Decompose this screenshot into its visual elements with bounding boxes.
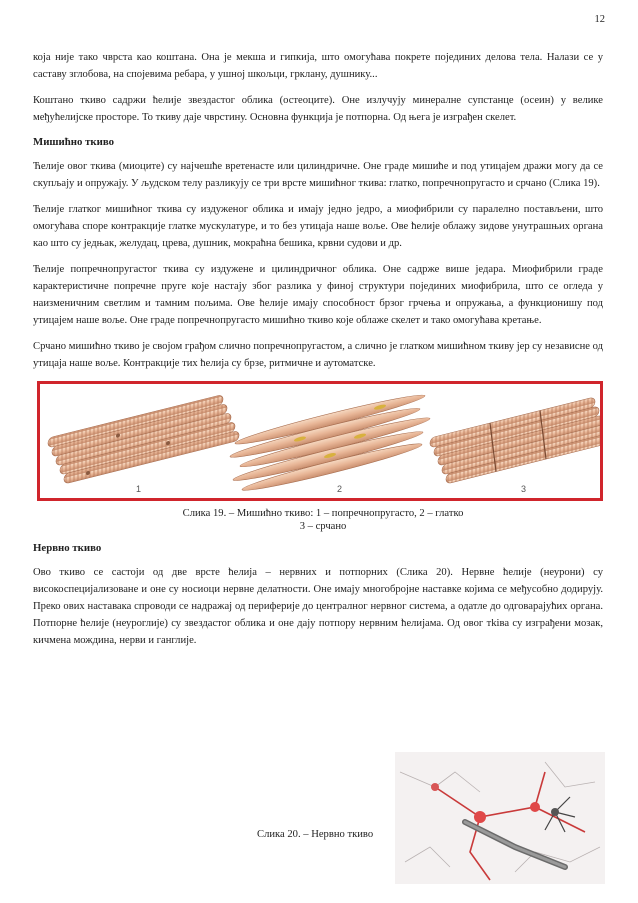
cardiac-muscle-drawing <box>430 394 600 488</box>
figure19-caption-line2: 3 – срчано <box>299 521 347 532</box>
smooth-muscle-drawing <box>230 389 430 498</box>
figure19-label-2: 2 <box>337 484 343 494</box>
paragraph-striated-muscle: Ћелије попречнопругастог ткива су издужене и цилиндричног облика. Оне садрже више једара. Миофибрили граде карактеристичне попречне пруге које настају због разлика у финој структури појединих миофибрила, што се огледа у наизменичним светлим и тамним пољима. Ове ћелије имају способност брзог грчења и опружања, а функционишу под утицајем наше воље. Оне граде попречнопругасто мишићно ткиво које облаже скелет и тако омогућава кретање. <box>33 264 603 326</box>
figure-muscle-tissue <box>37 381 603 501</box>
page-content <box>33 49 603 658</box>
paragraph-nerve-tissue: Ово ткиво се састоји од две врсте ћелија – нервних и потпорних (Слика 20). Нервне ћелије (неурони) су високоспецијализоване и оне су носиоци нервне делатности. Оне имају многобројне наставке којима се међусобно додирују. Преко ових наставака спроводи се надражај од периферије до централног нервног система, а одатле до одговарајућих органа. Потпорне ћелије (неуроглије) су звездастог облика и оне дају потпору нервним ћелијама. Од овог тkiва су изграђени мозак, кичмена мождина, нерви и ганглије. <box>33 567 603 646</box>
figure19-caption <box>33 507 603 533</box>
figure-nerve-tissue <box>395 752 605 884</box>
page-number: 12 <box>594 14 605 25</box>
heading-nerve-tissue: Нервно ткиво <box>33 542 102 554</box>
figure19-label-1: 1 <box>136 484 142 494</box>
figure20-caption: Слика 20. – Нервно ткиво <box>257 829 374 840</box>
heading-muscle-tissue: Мишићно ткиво <box>33 136 114 148</box>
figure19-label-3: 3 <box>521 484 527 494</box>
paragraph-bone: Коштано ткиво садржи ћелије звездастог облика (остеоците). Оне излучују минералне супстанце (осеин) у велике међућелијске просторе. То ткиву даје чврстину. Основна функција је потпорна. Од њега је изграђен скелет. <box>33 95 603 123</box>
muscle-tissue-illustration <box>40 384 600 498</box>
paragraph-smooth-muscle: Ћелије глатког мишићног ткива су издуженог облика и имају једно једро, а миофибрили су паралелно постављени, што омогућава споре контракције глатке мускулатуре, и то без утицаја наше воље. Ове ћелије облажу зидове унутрашњих органа као што су једњак, желудац, црева, душник, мокраћна бешика, крвни судови и др. <box>33 204 603 249</box>
paragraph-muscle-intro: Ћелије овог ткива (миоците) су најчешће вретенасте или цилиндричне. Оне граде мишиће и под утицајем дражи могу да се скупљају и опружају. У људском телу разликују се три врсте мишићног ткива: глатко, попречнопругасто и срчано (Слика 19). <box>33 161 603 189</box>
paragraph-cardiac-muscle: Срчано мишићно ткиво је својом грађом слично попречнопругастом, а слично је глатком мишићном ткиву јер су независне од утицаја наше воље. Контракције тих ћелија су брзе, ритмичне и аутоматске. <box>33 341 603 369</box>
nerve-tissue-illustration <box>395 752 605 884</box>
figure19-caption-line1: Слика 19. – Мишићно ткиво: 1 – попречнопругасто, 2 – глатко <box>182 508 464 519</box>
striated-muscle-drawing <box>48 390 239 488</box>
paragraph-cartilage: која није тако чврста као коштана. Она је мекша и гипкија, што омогућава покрете појединих делова тела. Налази се у саставу зглобова, на спојевима ребара, у ушној шкољци, грклану, душнику... <box>33 52 603 80</box>
